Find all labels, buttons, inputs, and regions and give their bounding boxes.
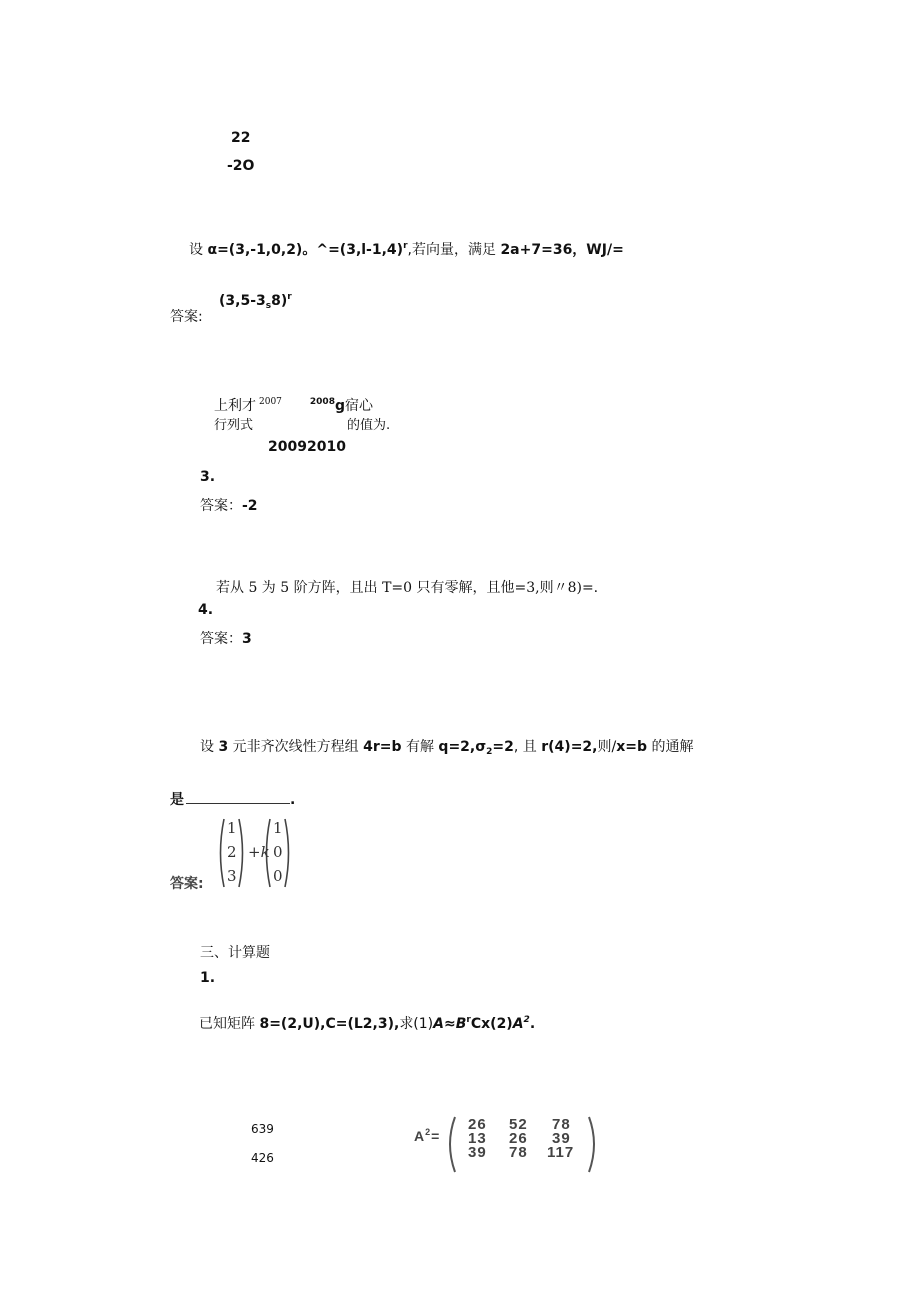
- q3-answer: [200, 499, 258, 513]
- a2-r2c1: 13: [468, 1130, 487, 1147]
- a2-r2c3: 39: [552, 1130, 571, 1147]
- q5-solutions: q=2,σ: [438, 739, 487, 755]
- q3-year-2007: 2007: [259, 397, 282, 407]
- q5-text-a: 设: [200, 739, 219, 755]
- s3-transpose-mark: r: [466, 1015, 471, 1025]
- q3-line-3: 20092010: [268, 439, 346, 455]
- q5-sub-2: 2: [486, 747, 493, 757]
- q5-text-c: 元非齐次线性方程组: [228, 739, 364, 755]
- q5-text-h: =2: [492, 739, 514, 755]
- q5-rank: r(4)=2,: [541, 739, 598, 755]
- section-3-number: 1.: [200, 970, 216, 986]
- q2-condition: 2a+7=36，WJ/=: [500, 242, 624, 258]
- section-3-heading: 三、计算题: [200, 945, 270, 961]
- s3-value-426-clip: [246, 1148, 286, 1165]
- q3-g: g: [334, 398, 345, 414]
- q5-system: 4r=b: [363, 739, 402, 755]
- a2-r3c3: 117: [547, 1144, 575, 1161]
- q2-vector-beta: 。^=(3,l-1,4): [302, 242, 404, 258]
- s3-value-426: 426: [251, 1151, 274, 1165]
- q3-line1-end: 宿心: [345, 398, 373, 414]
- a2-r3c1: 39: [468, 1144, 487, 1161]
- q4-number: 4.: [198, 602, 214, 618]
- q5-is-line: [170, 791, 295, 807]
- q3-answer-value: -2: [242, 498, 258, 514]
- s3-matrices: 8=(2,U),C=(L2,3),: [259, 1016, 400, 1032]
- q3-line1-text: 上利才: [214, 398, 256, 414]
- q5-answer-label: 答案:: [170, 876, 204, 892]
- q2-answer-sup: r: [287, 292, 292, 302]
- q2-transpose-mark: r: [403, 241, 408, 251]
- q5-question: [200, 740, 693, 757]
- q3-line-1: [214, 398, 373, 413]
- s3-expr-2: Cx(2): [470, 1016, 513, 1032]
- q5-text-e: 有解: [401, 739, 439, 755]
- q2-answer-part-1: (3,5-3: [219, 293, 266, 309]
- s3-value-639: 639: [251, 1122, 274, 1136]
- s3-text-c: 求(1): [399, 1016, 434, 1032]
- q3-line-2a: 行列式: [214, 418, 254, 433]
- q2-text-a: 设: [189, 242, 208, 258]
- s3-text-a: 已知矩阵: [199, 1016, 260, 1032]
- q5-eq: x=b: [616, 739, 647, 755]
- q5-answer-blank: [186, 791, 290, 804]
- section-3-question: [199, 1016, 535, 1031]
- a2-r3c2: 78: [509, 1144, 528, 1161]
- question-2-text: [189, 242, 624, 257]
- a2-r1c1: 26: [468, 1116, 487, 1133]
- a2-r1c2: 52: [509, 1116, 528, 1133]
- q5-vector1-r3: 3: [227, 867, 237, 885]
- q4-question: 若从 5 为 5 阶方阵，且出 T=0 只有零解，且他=3,则〃8)=.: [216, 580, 599, 596]
- a2-label-eq: =: [431, 1128, 441, 1144]
- a2-r1c3: 78: [552, 1116, 571, 1133]
- q2-vector-alpha: α=(3,-1,0,2): [207, 242, 303, 258]
- s3-square-mark: 2: [523, 1015, 530, 1025]
- a2-label: [414, 1127, 440, 1144]
- q5-text-k: 则/: [597, 739, 617, 755]
- a2-label-letter: A: [414, 1128, 426, 1144]
- q2-answer-value: [219, 293, 292, 311]
- q5-is-label: 是: [170, 792, 184, 808]
- q5-vector2-r3: 0: [273, 867, 283, 885]
- q5-plus-k: +k: [248, 843, 270, 861]
- q5-text-i: , 且: [513, 739, 542, 755]
- q5-vector1-r1: 1: [227, 819, 237, 837]
- q2-answer-part-2: 8): [271, 293, 288, 309]
- q5-text-m: 的通解: [647, 739, 694, 755]
- q5-is-end: .: [290, 792, 296, 808]
- q5-vector2-r1: 1: [273, 819, 283, 837]
- s3-expr-a: A: [512, 1016, 524, 1032]
- q4-answer: [200, 632, 252, 646]
- q4-answer-label: 答案：: [200, 631, 242, 647]
- q4-answer-value: 3: [242, 631, 252, 647]
- a2-r2c2: 26: [509, 1130, 528, 1147]
- s3-expr-1: A≈B: [433, 1016, 467, 1032]
- a2-label-sup: 2: [425, 1127, 432, 1137]
- q3-line-2b: 的值为.: [347, 418, 391, 433]
- top-value-2: -2O: [227, 158, 255, 174]
- q2-answer-label: 答案:: [170, 309, 203, 325]
- q2-text-e: ,若向量，满足: [407, 242, 501, 258]
- a2-matrix-image: [412, 1114, 600, 1161]
- q3-year-2008: 2008: [309, 397, 335, 407]
- q3-number: 3.: [200, 469, 216, 485]
- q3-answer-label: 答案：: [200, 498, 242, 514]
- q5-text-b: 3: [218, 739, 229, 755]
- s3-period: .: [529, 1016, 536, 1032]
- q5-vector1-r2: 2: [227, 843, 237, 861]
- top-value-1: 22: [231, 130, 251, 146]
- q5-vector2-r2: 0: [273, 843, 283, 861]
- q2-answer-sub: s: [265, 301, 272, 311]
